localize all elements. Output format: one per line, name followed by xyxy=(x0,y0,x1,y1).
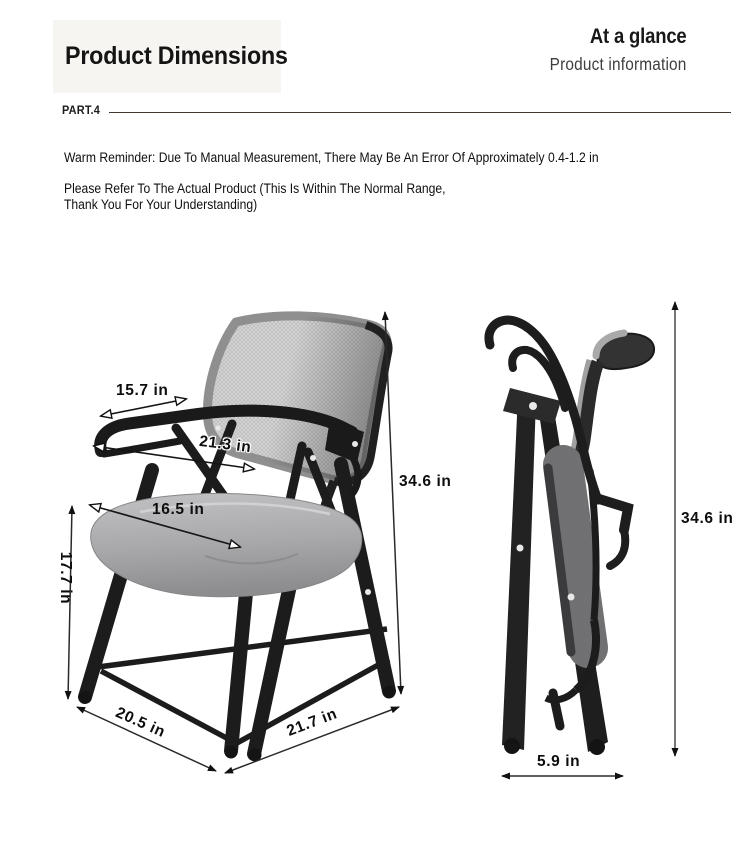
dim-label-folded-depth: 5.9 in xyxy=(537,753,581,770)
dim-label-arm-length: 15.7 in xyxy=(116,382,169,399)
dim-label-seat-height: 17.7 in xyxy=(57,551,74,605)
glance-subtitle: Product information xyxy=(550,54,687,74)
warm-reminder-line1: Warm Reminder: Due To Manual Measurement, There May Be An Error Of Approximately 0.4-1.2 in xyxy=(64,150,599,165)
chairs-illustration xyxy=(0,290,750,810)
glance-block xyxy=(531,25,687,75)
front-leg xyxy=(502,394,536,750)
part-divider-line xyxy=(109,112,731,113)
page-title: Product Dimensions xyxy=(65,42,288,70)
warm-reminder-line3: Thank You For Your Understanding) xyxy=(64,197,258,212)
dim-label-seat-width: 16.5 in xyxy=(152,501,205,518)
title-highlight-box xyxy=(53,20,288,93)
dim-label-base-width: 21.7 in xyxy=(284,705,340,740)
part-divider xyxy=(62,105,731,117)
glance-title: At a glance xyxy=(590,25,687,48)
part-label: PART.4 xyxy=(62,105,100,117)
dim-label-base-depth: 20.5 in xyxy=(113,704,168,741)
dimensions-figure xyxy=(0,290,750,810)
folded-seat-slab xyxy=(548,465,588,652)
arrow-overall-height xyxy=(385,312,401,694)
dim-label-overall-height: 34.6 in xyxy=(399,473,452,490)
warm-reminder-line2: Please Refer To The Actual Product (This Is Within The Normal Range, xyxy=(64,180,446,196)
dim-label-backrest-width: 21.3 in xyxy=(198,432,253,457)
warm-reminder xyxy=(64,150,704,214)
seat-cushion xyxy=(91,494,362,597)
dim-label-folded-height: 34.6 in xyxy=(681,510,734,527)
folded-chair-image xyxy=(489,320,654,755)
